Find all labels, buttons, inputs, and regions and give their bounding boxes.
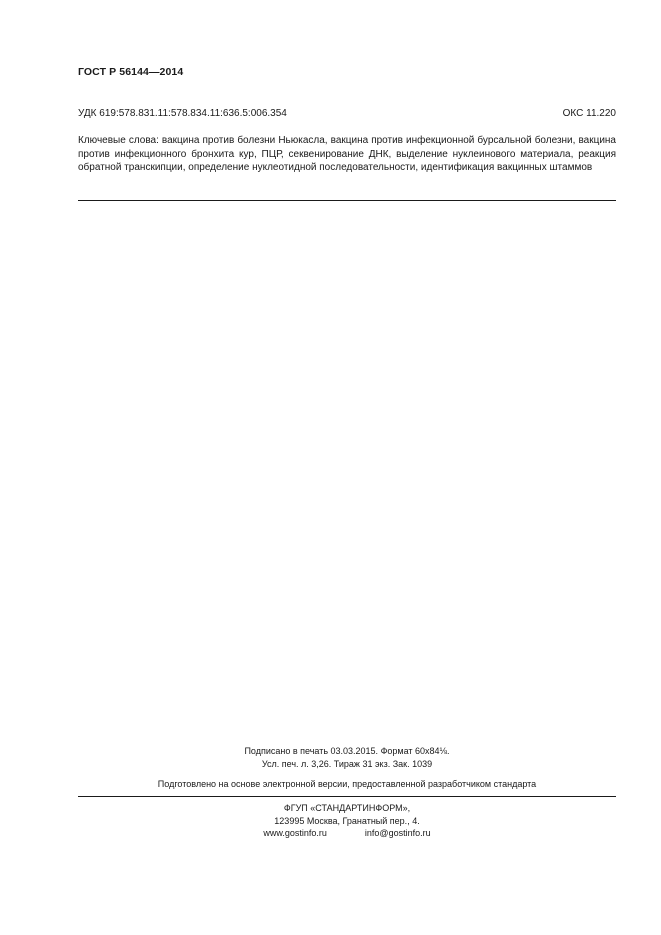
publisher-address: 123995 Москва, Гранатный пер., 4. <box>274 816 420 826</box>
email-link[interactable]: info@gostinfo.ru <box>364 828 431 838</box>
udk-code: УДК 619:578.831.11:578.834.11:636.5:006.354 <box>78 108 287 119</box>
divider-top <box>78 200 616 201</box>
divider-bottom <box>78 796 616 797</box>
website-link[interactable]: www.gostinfo.ru <box>263 828 327 838</box>
keywords-paragraph: Ключевые слова: вакцина против болезни Ньюкасла, вакцина против инфекционной бурсальной болезни, вакцина против инфекционного бронхита кур, ПЦР, секвенирование ДНК, выделение нуклеинового материала, реакция обратной транскипции, определение нуклеотидной последовательности, идентификация вакцинных штаммов <box>78 135 616 174</box>
publisher-contacts <box>78 827 616 839</box>
publisher-name: ФГУП «СТАНДАРТИНФОРМ», <box>283 803 411 813</box>
print-signed-line: Подписано в печать 03.03.2015. Формат 60х84⅛. <box>244 746 450 756</box>
print-details-line: Усл. печ. л. 3,26. Тираж 31 экз. Зак. 1039 <box>261 759 433 769</box>
oks-code: ОКС 11.220 <box>562 108 616 119</box>
prepared-note: Подготовлено на основе электронной версии, предоставленной разработчиком стандарта <box>157 779 537 789</box>
classification-row <box>78 108 616 119</box>
document-code: ГОСТ Р 56144—2014 <box>78 66 184 78</box>
